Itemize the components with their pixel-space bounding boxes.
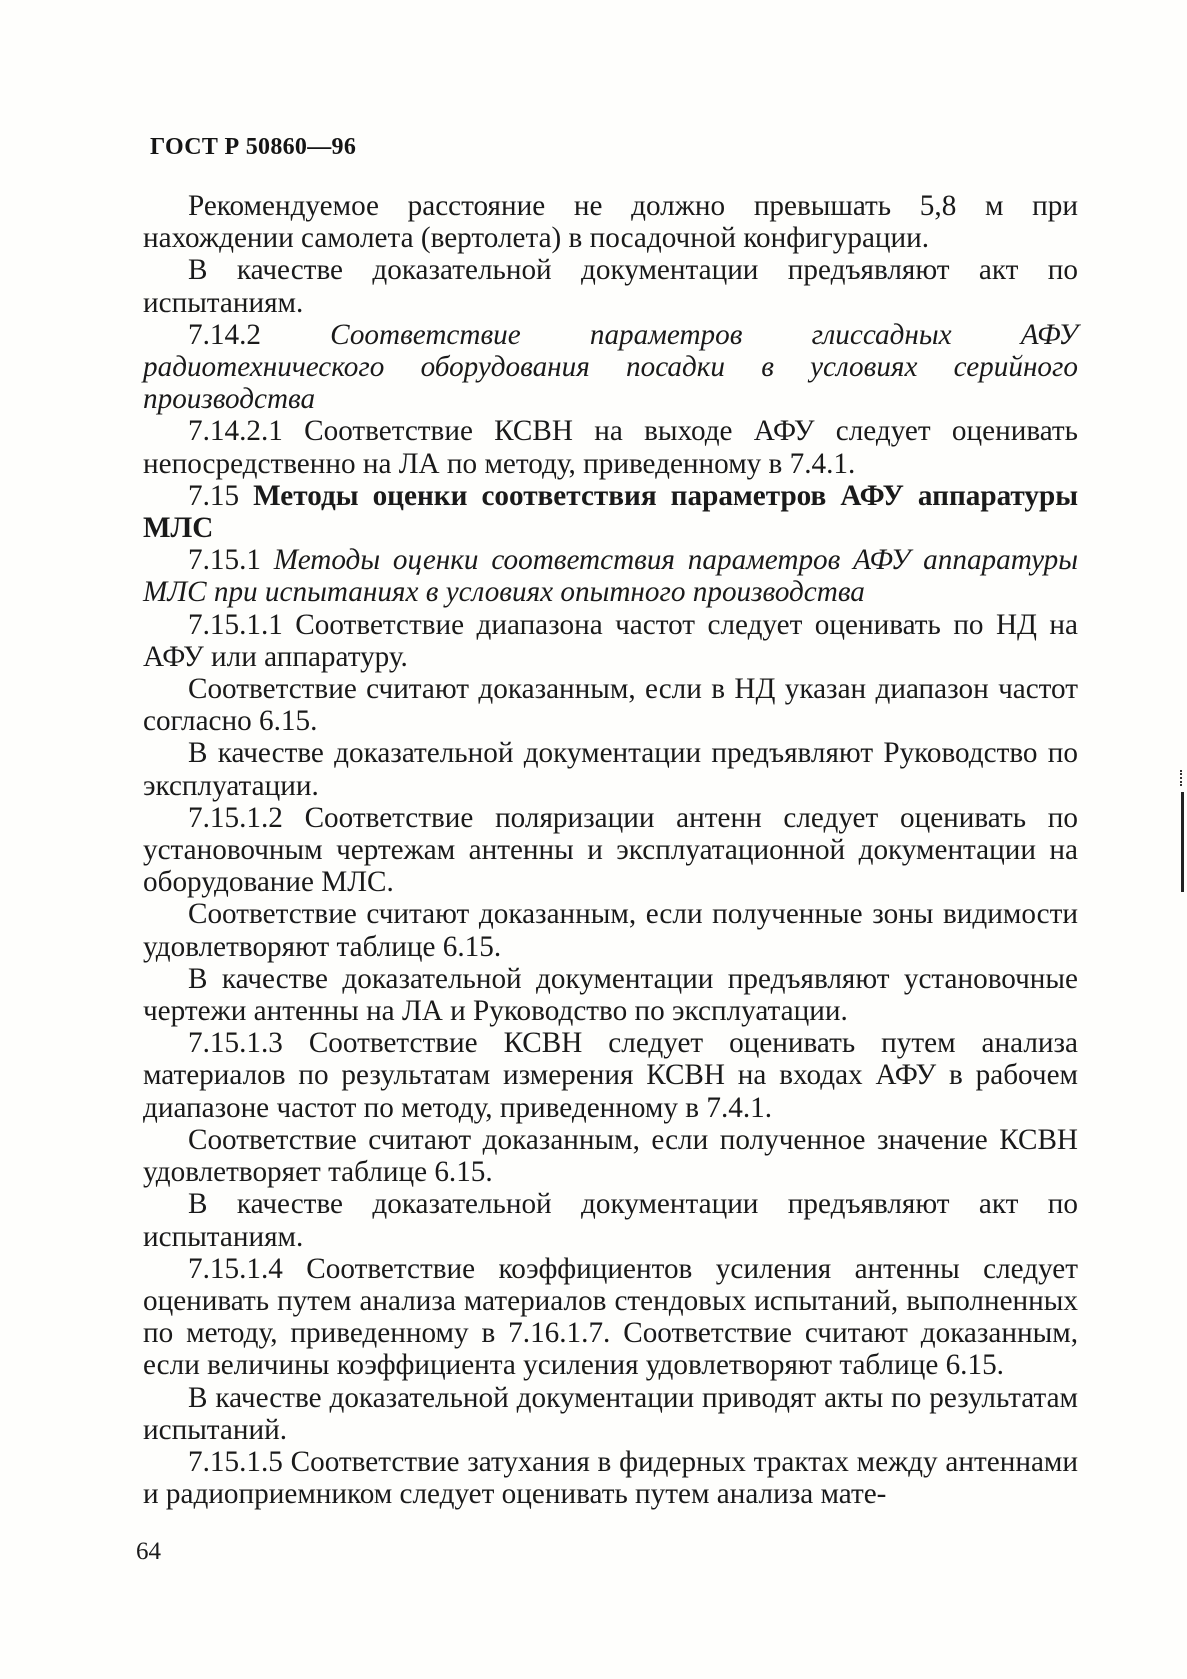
paragraph: В качестве доказательной документации предъявляют Руководство по эксплуатации. [143, 737, 1078, 802]
paragraph: 7.15.1.4 Соответствие коэффициентов усиления антенны следует оценивать путем анализа материалов стендовых испытаний, выполненных по методу, приведенному в 7.16.1.7. Соответствие считают доказанным, если величины коэффициента усиления удовлетворяют таблице 6.15. [143, 1252, 1078, 1382]
paragraph: Соответствие считают доказанным, если в НД указан диапазон частот согласно 6.15. [143, 673, 1078, 738]
section-title: Соответствие параметров глиссадных АФУ радиотехнического оборудования посадки в условиях серийного производства [143, 318, 1078, 416]
section-title: Методы оценки соответствия параметров АФУ аппаратуры МЛС [143, 479, 1078, 545]
paragraph: 7.15.1.5 Соответствие затухания в фидерных трактах между антеннами и радиоприемником следует оценивать путем анализа мате- [143, 1445, 1078, 1511]
scan-margin-dots [1180, 770, 1184, 786]
body-text [143, 190, 1078, 1510]
paragraph: В качестве доказательной документации приводят акты по результатам испытаний. [143, 1381, 1078, 1446]
paragraph: В качестве доказательной документации предъявляют установочные чертежи антенны на ЛА и Руководство по эксплуатации. [143, 962, 1078, 1028]
section-title: Методы оценки соответствия параметров АФУ аппаратуры МЛС при испытаниях в условиях опытного производства [143, 544, 1079, 609]
paragraph: 7.14.2.1 Соответствие КСВН на выходе АФУ следует оценивать непосредственно на ЛА по методу, приведенному в 7.4.1. [143, 415, 1078, 480]
standard-header: ГОСТ Р 50860—96 [150, 134, 357, 160]
scan-margin-mark [1181, 792, 1184, 892]
section-number: 7.15.1 [188, 544, 274, 577]
paragraph: Соответствие считают доказанным, если полученные зоны видимости удовлетворяют таблице 6.15. [143, 898, 1078, 963]
paragraph: В качестве доказательной документации предъявляют акт по испытаниям. [143, 254, 1078, 319]
paragraph: Соответствие считают доказанным, если полученное значение КСВН удовлетворяет таблице 6.15. [143, 1123, 1078, 1189]
section-number: 7.15 [188, 479, 254, 512]
paragraph: 7.15.1.2 Соответствие поляризации антенн следует оценивать по установочным чертежам антенны и эксплуатационной документации на оборудование МЛС. [143, 801, 1078, 899]
paragraph: Рекомендуемое расстояние не должно превышать 5,8 м при нахождении самолета (вертолета) в посадочной конфигурации. [143, 190, 1078, 255]
paragraph: В качестве доказательной документации предъявляют акт по испытаниям. [143, 1188, 1078, 1253]
section-heading [143, 544, 1078, 608]
section-heading [143, 480, 1078, 544]
page-number: 64 [136, 1538, 161, 1565]
paragraph: 7.15.1.3 Соответствие КСВН следует оценивать путем анализа материалов по результатам измерения КСВН на входах АФУ в рабочем диапазоне частот по методу, приведенному в 7.4.1. [143, 1027, 1078, 1124]
section-heading [143, 319, 1078, 416]
paragraph: 7.15.1.1 Соответствие диапазона частот следует оценивать по НД на АФУ или аппаратуру. [143, 608, 1078, 673]
section-number: 7.14.2 [188, 318, 331, 351]
